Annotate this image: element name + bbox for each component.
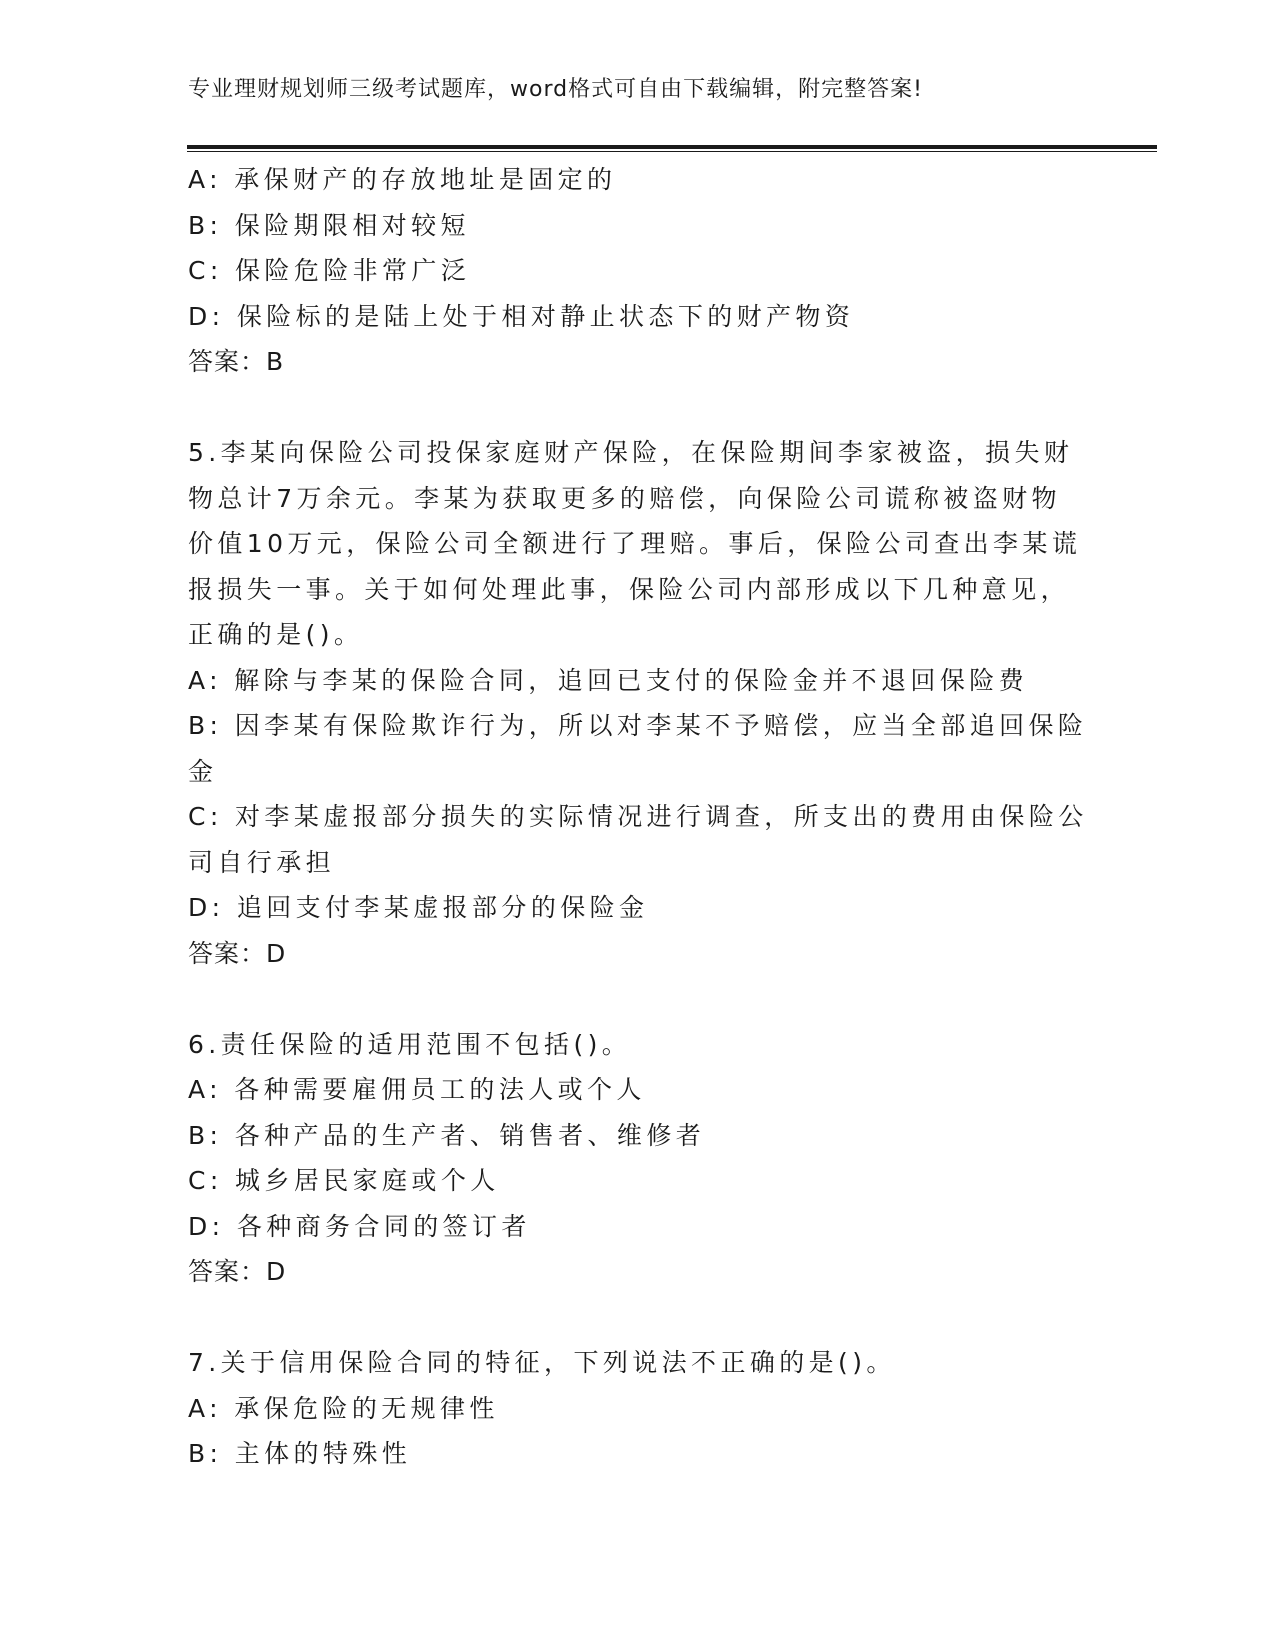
- option-a: A: 承保危险的无规律性: [188, 1393, 499, 1423]
- question-4-block: [188, 157, 1088, 385]
- question-stem-line: 物总计7万余元。李某为获取更多的赔偿，向保险公司谎称被盗财物: [188, 483, 1061, 513]
- option-d: D: 各种商务合同的签订者: [188, 1211, 531, 1241]
- option-c: C: 保险危险非常广泛: [188, 256, 471, 285]
- option-b: B: 各种产品的生产者、销售者、维修者: [188, 1120, 706, 1150]
- question-6-block: [188, 1022, 1088, 1295]
- question-stem: 7.关于信用保险合同的特征，下列说法不正确的是()。: [188, 1348, 896, 1377]
- question-stem-line: 报损失一事。关于如何处理此事，保险公司内部形成以下几种意见，: [188, 574, 1071, 604]
- answer-line: 答案：B: [188, 347, 285, 376]
- option-c-continued: 司自行承担: [188, 847, 336, 877]
- question-stem-line: 5.李某向保险公司投保家庭财产保险，在保险期间李家被盗，损失财: [188, 438, 1074, 467]
- document-body: [188, 157, 1088, 1477]
- option-b: B: 保险期限相对较短: [188, 210, 470, 240]
- option-b: B: 主体的特殊性: [188, 1439, 412, 1468]
- question-stem-line: 价值10万元，保险公司全额进行了理赔。事后，保险公司查出李某谎: [188, 529, 1082, 558]
- option-d: D: 保险标的是陆上处于相对静止状态下的财产物资: [188, 301, 855, 331]
- header-divider-thick: [187, 145, 1157, 149]
- option-a: A: 解除与李某的保险合同，追回已支付的保险金并不退回保险费: [188, 665, 1029, 695]
- spacer: [188, 1295, 1088, 1341]
- question-stem-line: 正确的是()。: [188, 620, 364, 649]
- question-stem: 6.责任保险的适用范围不包括()。: [188, 1029, 632, 1059]
- answer-line: 答案：D: [188, 938, 287, 968]
- page-header-title: 专业理财规划师三级考试题库，word格式可自由下载编辑，附完整答案!: [188, 77, 923, 102]
- option-a: A: 承保财产的存放地址是固定的: [188, 165, 617, 194]
- option-b: B: 因李某有保险欺诈行为，所以对李某不予赔偿，应当全部追回保险: [188, 711, 1088, 740]
- question-7-block: [188, 1340, 1088, 1477]
- option-b-continued: 金: [188, 756, 218, 786]
- header-divider-thin: [187, 151, 1157, 152]
- option-a: A: 各种需要雇佣员工的法人或个人: [188, 1075, 646, 1104]
- question-5-block: [188, 430, 1088, 976]
- option-c: C: 城乡居民家庭或个人: [188, 1166, 500, 1195]
- option-d: D: 追回支付李某虚报部分的保险金: [188, 893, 649, 922]
- spacer: [188, 976, 1088, 1022]
- option-c: C: 对李某虚报部分损失的实际情况进行调查，所支出的费用由保险公: [188, 802, 1088, 831]
- spacer: [188, 385, 1088, 431]
- answer-line: 答案：D: [188, 1257, 287, 1286]
